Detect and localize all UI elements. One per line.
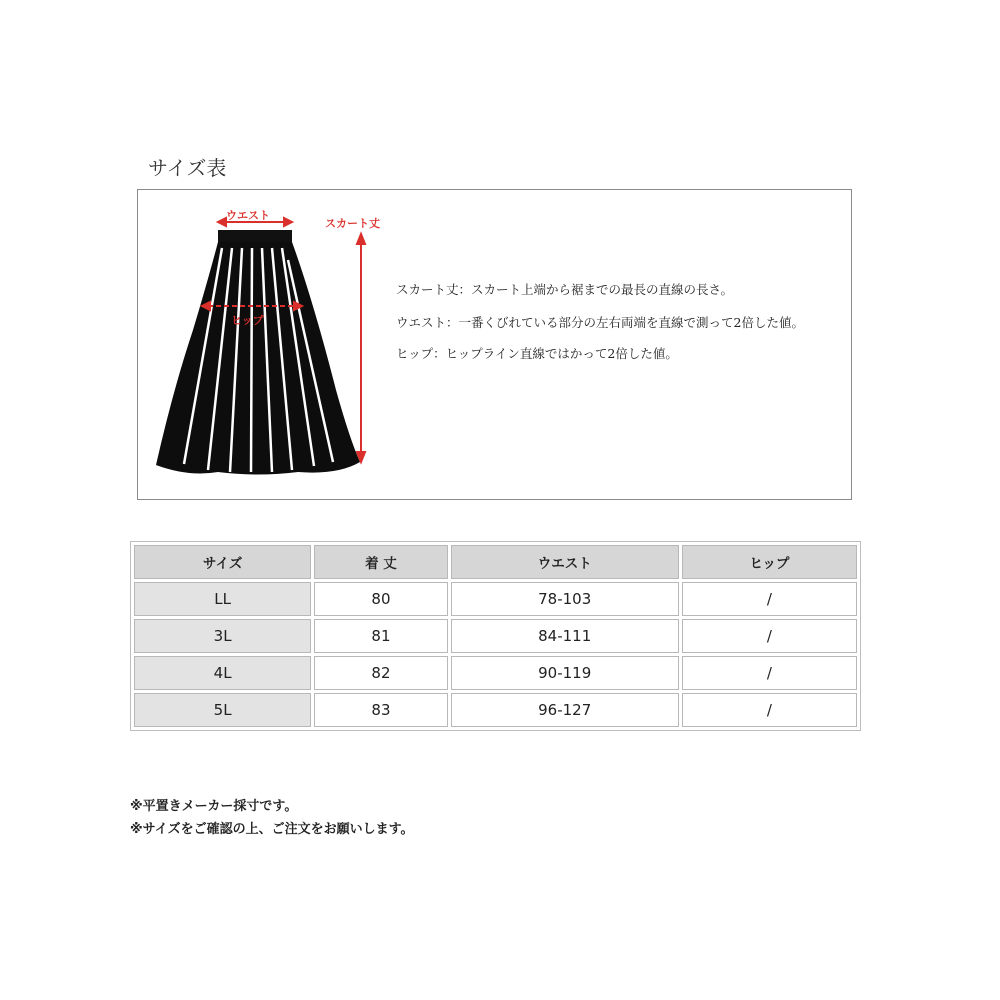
cell-size: 3L bbox=[134, 619, 311, 653]
hip-label: ヒップ bbox=[231, 314, 264, 327]
note-confirm: ※サイズをご確認の上、ご注文をお願いします。 bbox=[130, 822, 414, 837]
table-header-row bbox=[134, 545, 857, 579]
waist-label: ウエスト bbox=[226, 209, 270, 222]
cell-hip: / bbox=[682, 693, 857, 727]
skirt-body bbox=[156, 242, 360, 475]
length-arrow bbox=[357, 234, 365, 462]
note-measurement: ※平置きメーカー採寸です。 bbox=[130, 799, 298, 814]
cell-length: 82 bbox=[314, 656, 447, 690]
page-title: サイズ表 bbox=[148, 156, 227, 180]
cell-size: LL bbox=[134, 582, 311, 616]
cell-size: 4L bbox=[134, 656, 311, 690]
table-row bbox=[134, 656, 857, 690]
header-size: サイズ bbox=[134, 545, 311, 579]
cell-size: 5L bbox=[134, 693, 311, 727]
desc-length: スカート丈：スカート上端から裾までの最長の直線の長さ。 bbox=[396, 282, 734, 297]
skirt-waistband bbox=[218, 230, 292, 243]
table-row bbox=[134, 693, 857, 727]
length-label: スカート丈 bbox=[325, 217, 380, 230]
cell-waist: 78-103 bbox=[451, 582, 679, 616]
desc-hip: ヒップ：ヒップライン直線ではかって2倍した値。 bbox=[396, 346, 678, 361]
cell-waist: 90-119 bbox=[451, 656, 679, 690]
cell-waist: 96-127 bbox=[451, 693, 679, 727]
header-waist: ウエスト bbox=[451, 545, 679, 579]
cell-length: 80 bbox=[314, 582, 447, 616]
cell-hip: / bbox=[682, 582, 857, 616]
size-table bbox=[130, 541, 861, 731]
header-length: 着 丈 bbox=[314, 545, 447, 579]
table-row bbox=[134, 619, 857, 653]
notes bbox=[130, 795, 414, 841]
cell-hip: / bbox=[682, 619, 857, 653]
cell-hip: / bbox=[682, 656, 857, 690]
cell-length: 81 bbox=[314, 619, 447, 653]
cell-waist: 84-111 bbox=[451, 619, 679, 653]
desc-waist: ウエスト：一番くびれている部分の左右両端を直線で測って2倍した値。 bbox=[396, 315, 804, 330]
cell-length: 83 bbox=[314, 693, 447, 727]
header-hip: ヒップ bbox=[682, 545, 857, 579]
size-diagram bbox=[137, 189, 852, 500]
table-row bbox=[134, 582, 857, 616]
